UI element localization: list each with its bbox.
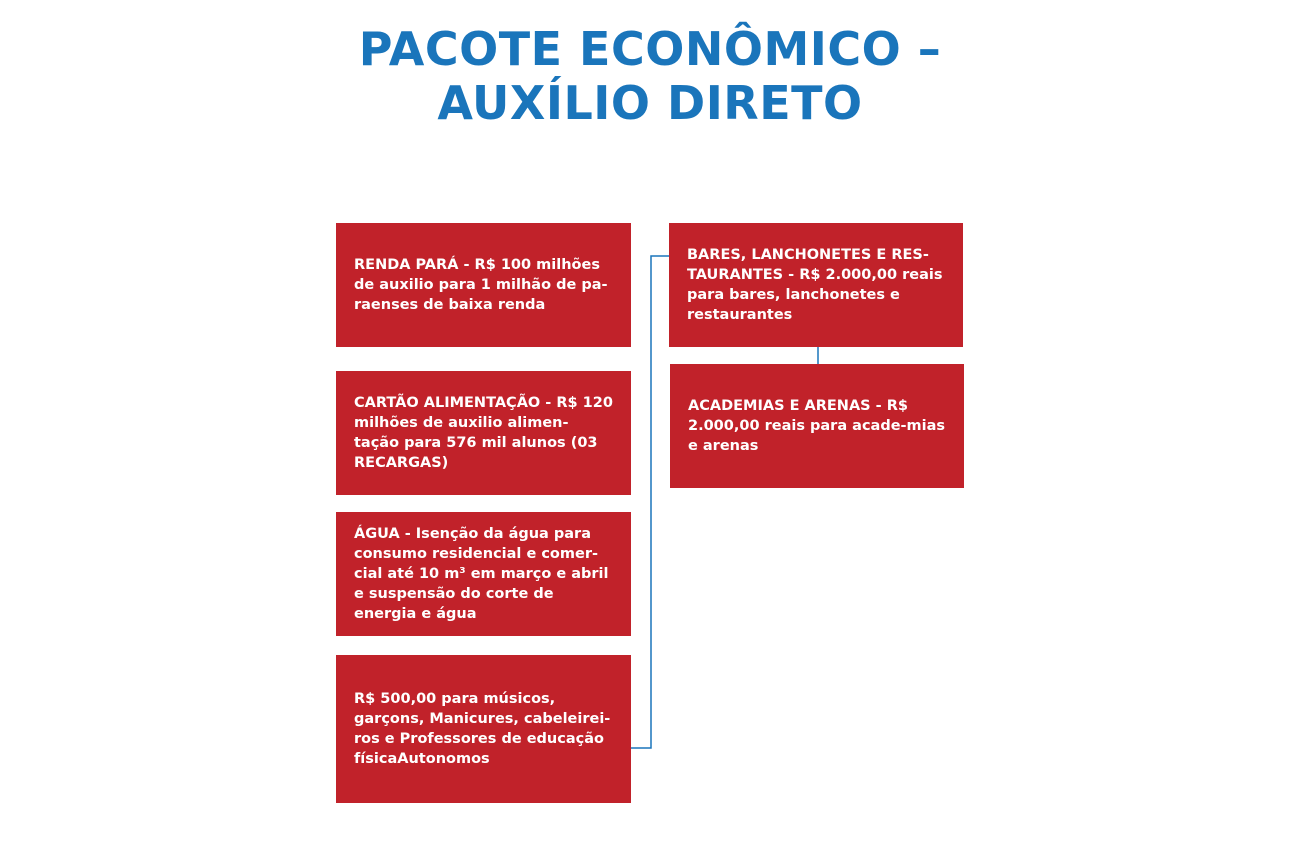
title-line-1: PACOTE ECONÔMICO –: [358, 22, 942, 76]
box-autonomos: [336, 655, 631, 803]
box-cartao-alimentacao: [336, 371, 631, 495]
box-agua-text: ÁGUA - Isenção da água para consumo residencial e comer-cial até 10 m³ em março e abril e suspensão do corte de energia e água: [354, 526, 609, 622]
title-line-2: AUXÍLIO DIRETO: [437, 76, 863, 130]
box-academias-arenas-text: ACADEMIAS E ARENAS - R$ 2.000,00 reais para acade-mias e arenas: [688, 398, 946, 454]
box-bares-restaurantes-text: BARES, LANCHONETES E RES-TAURANTES - R$ 2.000,00 reais para bares, lanchonetes e restaurantes: [687, 247, 943, 323]
connector-left-to-right: [631, 256, 669, 748]
box-renda-para-text: RENDA PARÁ - R$ 100 milhões de auxilio para 1 milhão de pa-raenses de baixa renda: [354, 257, 608, 313]
box-renda-para: [336, 223, 631, 347]
box-autonomos-text: R$ 500,00 para músicos, garçons, Manicures, cabeleirei-ros e Professores de educação físicaAutonomos: [354, 691, 611, 767]
box-agua: [336, 512, 631, 636]
box-cartao-alimentacao-text: CARTÃO ALIMENTAÇÃO - R$ 120 milhões de auxilio alimen-tação para 576 mil alunos (03 RECARGAS): [354, 395, 613, 471]
box-bares-restaurantes: [669, 223, 963, 347]
box-academias-arenas: [670, 364, 964, 488]
